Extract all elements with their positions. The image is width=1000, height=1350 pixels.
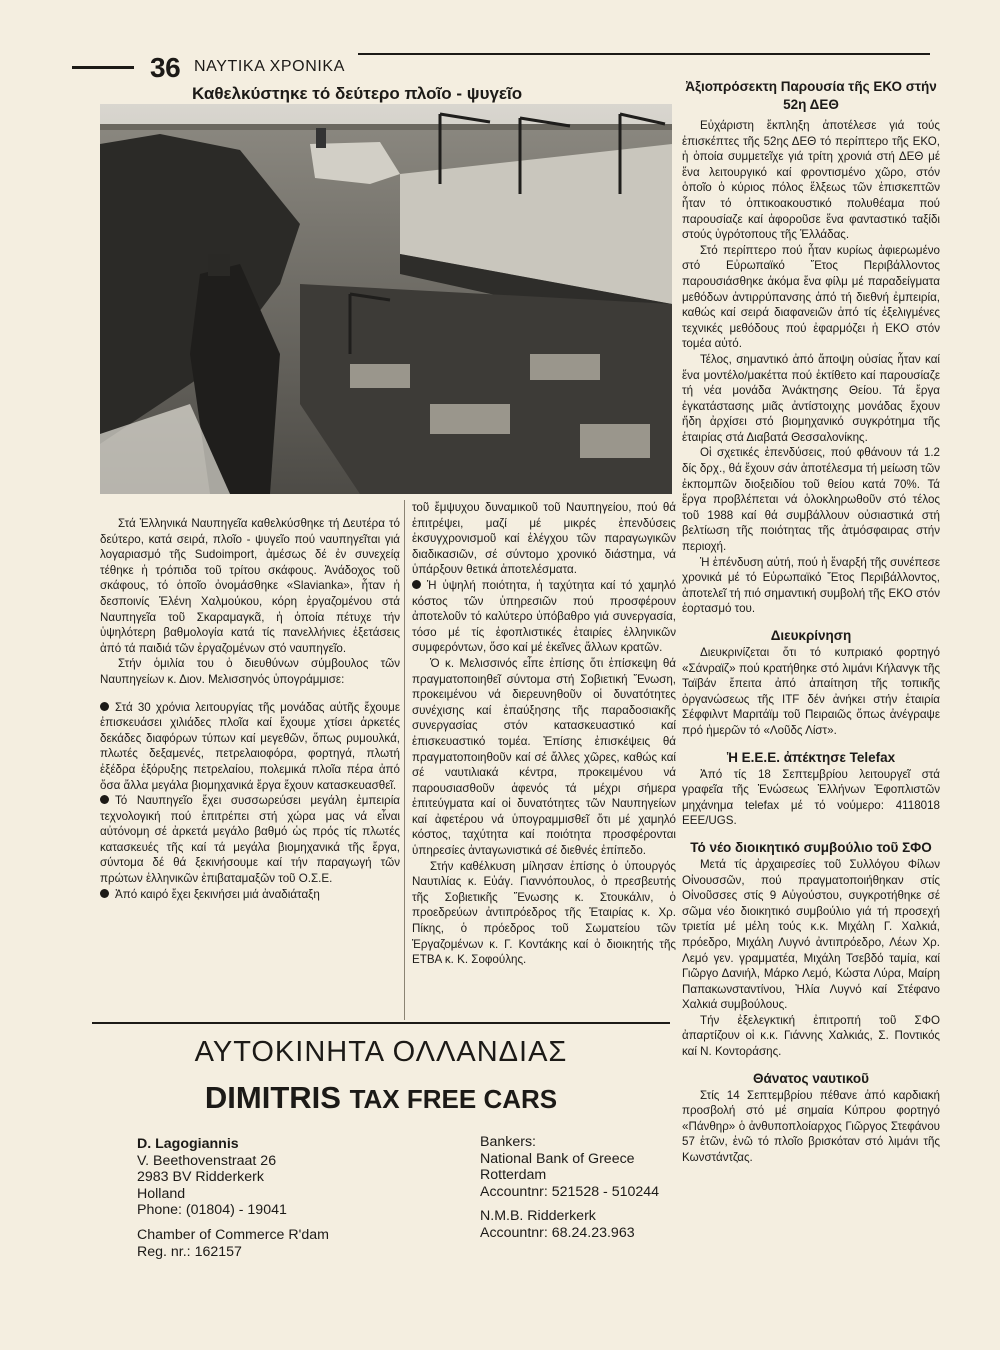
ad-brand-name: DIMITRIS	[204, 1080, 341, 1115]
car-dealer-advertisement	[92, 1022, 670, 1304]
ad-contact-line: Holland	[137, 1185, 186, 1202]
eko-paragraph: Τέλος, σημαντικό ἀπό ἄποψη οὐσίας ἦταν καί ἕνα μοντέλο/μακέττα πού ἐκτίθετο καί παρουσίαζε τή νέα μονάδα Ἀνάκτησης Θείου. Τά ἔργα ἐγκατάστασης μιᾶς ἀντίστοιχης μονάδας ἔχουν ἤδη ἀρχίσει στό βιομηχανικό συγκρότημα τῆς ἑταιρίας στά Διαβατά Θεσσαλονίκης.	[682, 352, 940, 444]
ad-bank-line: Rotterdam	[480, 1167, 547, 1184]
ad-bank-line: N.M.B. Ridderkerk	[480, 1208, 596, 1225]
page-number: 36	[150, 52, 181, 83]
article-paragraph: Στήν ὁμιλία του ὁ διευθύνων σύμβουλος τῶν Ναυπηγείων κ. Διον. Μελισσηνός ὑπογράμμισε:	[100, 657, 400, 686]
eko-paragraph: Εὐχάριστη ἔκπληξη ἀποτέλεσε γιά τούς ἐπισκέπτες τῆς 52ης ΔΕΘ τό περίπτερο τῆς ΕΚΟ, ἡ ὁποία συμμετεῖχε γιά τρίτη χρονιά στή ΔΕΘ μέ ἕνα λειτουργικό καί φροντισμένο χῶρο, στόν ὁποῖο ὁ κύριος πόλος ἕλξεως τῶν ἐπισκεπτῶν ἦταν τό ὀπτικοακουστικό πολυθέαμα πού παρουσίαζε καί ἀφοροῦσε ἕνα φανταστικό ταξίδι στούς ὑγρότοπους τῆς Ἑλλάδας.	[682, 119, 940, 242]
ad-bank-line: Accountnr: 68.24.23.963	[480, 1224, 635, 1241]
bullet-dot-icon	[100, 795, 109, 804]
article-paragraph: Ὁ κ. Μελισσινός εἶπε ἐπίσης ὅτι ἐπίσκεψη θά πραγματοποιηθεῖ σύντομα στή Σοβιετική Ἕνωση, προκειμένου νά διερευνηθοῦν οἱ δυνατότητες συνέχισης καί ἐπαύξησης τῆς παραδοσιακῆς συνεργασίας στόν κατασκευαστικό καί ἐπισκευαστικό τομέα. Ἐπίσης ἐπισκέψεις θά πραγματοποιηθοῦν καί σέ ἄλλες χῶρες, καθώς καί σέ ναυτιλιακά κέντρα, προκειμένου νά παρουσιασθοῦν ἀφενός τά μέχρι σήμερα ἐπιτεύγματα καί οἱ δυνατότητες τῶν Ναυπηγείων καί ἀφετέρου νά ὑπογραμμισθεῖ ὅτι μέ χαμηλό κόστος, ταχύτητα καί ποιότητα προσφέρονται ὑπηρεσίες ἀνταγωνιστικά σέ διεθνές ἐπίπεδο.	[412, 656, 676, 858]
ad-brand	[92, 1080, 670, 1116]
death-text: Στίς 14 Σεπτεμβρίου πέθανε ἀπό καρδιακή προσβολή στό μέ σημαία Κύπρου φορτηγό «Πάνθηρ» ὁ ἀνθυποπλοίαρχος Γιῶργος Στεφάνου 57 ἐτῶν, ἐνῶ τό πλοῖο βρισκόταν στό λιμάνι τῆς Κωνστάντζας.	[682, 1088, 940, 1165]
ad-contact-line: D. Lagogiannis	[137, 1136, 239, 1152]
article-bullet	[100, 793, 400, 887]
article-bullet	[100, 700, 400, 794]
article-paragraph: Στά Ἑλληνικά Ναυπηγεῖα καθελκύσθηκε τή Δευτέρα τό δεύτερο, κατά σειρά, πλοῖο - ψυγεῖο πού ναυπηγεῖται γιά λογαριασμό τῆς Sudoimport, ἀμέσως δέ ἐν συνεχείᾳ τέθηκε ἡ τρόπιδα τοῦ τρίτου σκάφους. Ἀνάδοχος τοῦ σκάφους, τό ὁποῖο ὀνομάσθηκε «Slavianka», ἦταν ἡ δεσποινίς Ἑλένη Χαλμούκου, κόρη ἐργαζομένου στά Ναυπηγεῖα τοῦ Σκαραμαγκᾶ, ἡ ὁποία πέτυχε τήν ὑψηλότερη βαθμολογία κατά τίς πανελλήνιες ἐξετάσεις ἀπό τά παιδιά τῶν ἐργαζομένων στό ναυπηγεῖο.	[100, 517, 400, 655]
ad-contact-block	[137, 1136, 329, 1260]
bullet-text: Στά 30 χρόνια λειτουργίας τῆς μονάδας αὐτῆς ἔχουμε ἐπισκευάσει χιλιάδες πλοῖα καί ἔχουμε χτίσει ἀρκετές δεκάδες διαφόρων τύπων καί μεγεθῶν, ὅπως ρυμουλκά, πλωτές δεξαμενές, πετρελαιοφόρα, φορτηγά, πλωτή ἐξέδρα ἐξόρυξης πετρελαίου, πολεμικά πλοῖα πέρα ἀπό ὅσα ἄλλα μεγάλα βιομηχανικά ἔργα ἔχουν κατασκευασθεῖ.	[100, 700, 400, 792]
bullet-dot-icon	[100, 702, 109, 711]
eko-paragraph: Ἡ ἐπένδυση αὐτή, πού ἡ ἔναρξή τῆς συνέπεσε χρονικά μέ τό Εὐρωπαϊκό Ἔτος Περιβάλλοντος, ἀποτελεῖ τή πιό σημαντική συμβολή τῆς ΕΚΟ στόν ἑορτασμό του.	[682, 555, 940, 616]
eko-paragraph: Οἱ σχετικές ἐπενδύσεις, πού φθάνουν τά 1.2 δίς δρχ., θά ἔχουν σάν ἀποτέλεσμα τή μείωση τῶν ἐκπομπῶν διοξειδίου τοῦ θείου κατά 70%. Τά ἔργα προβλέπεται νά ὁλοκληρωθοῦν στό τέλος τοῦ 1988 καί θά συμβάλλουν οὐσιαστικά στή βελτίωση τῆς ποιότητας τῆς ἀτμόσφαιρας στήν περιοχή.	[682, 446, 940, 554]
clarification-title: Διευκρίνηση	[770, 628, 852, 643]
magazine-name: ΝΑΥΤΙΚΑ ΧΡΟΝΙΚΑ	[194, 58, 345, 75]
main-headline: Καθελκύστηκε τό δεύτερο πλοῖο - ψυγεῖο	[192, 84, 523, 103]
ad-bank-line: National Bank of Greece	[480, 1150, 635, 1167]
shipyard-photo	[100, 104, 672, 494]
header-rule-right	[358, 53, 930, 55]
article-paragraph: τοῦ ἔμψυχου δυναμικοῦ τοῦ Ναυπηγείου, πού θά ἐπιτρέψει, μαζί μέ μικρές ἐπενδύσεις ἐκσυγχρονισμοῦ καί ἐλέγχου τῶν παραγωγικῶν διαδικασιῶν, σέ σύντομο χρονικό διάστημα, νά ὑπάρξουν θετικά ἀποτελέσματα.	[412, 501, 676, 577]
ad-bank-block	[480, 1134, 659, 1242]
bullet-dot-icon	[412, 580, 421, 589]
bullet-text: Τό Ναυπηγεῖο ἔχει συσσωρεύσει μεγάλη ἐμπειρία τεχνολογική πού ἐπιτρέπει στή χώρα μας νά εἶναι αὐτόνομη σέ ἀρκετά μεγάλο βαθμό ὡς πρός τίς πλωτές κατασκευές τῆς καί τά μεγάλα βιομηχανικά τῆς ἔργα, σύντομα δέ θά ξεκινήσουμε καί τήν παραγωγή τῶν πρώτων ἑλληνικῶν ἐπιβαταμαξῶν τοῦ Ο.Σ.Ε.	[100, 794, 400, 886]
shipyard-photo-illustration	[100, 104, 672, 494]
death-title: Θάνατος ναυτικοῦ	[753, 1070, 869, 1086]
article-column-2	[412, 500, 676, 968]
article-column-1	[100, 516, 400, 902]
bullet-text: Ἡ ὑψηλή ποιότητα, ἡ ταχύτητα καί τό χαμηλό κόστος τῶν ὑπηρεσιῶν πού προσφέρουν ἀποτελοῦν τό καλύτερο ὑπόβαθρο γιά συνεργασία, τόσο μέ τίς ἐφοπλιστικές ἑταιρίες ἑλληνικῶν συμφερόντων, ὅσο καί μέ ἐκεῖνες ἄλλων κρατῶν.	[412, 578, 676, 655]
column-divider	[404, 500, 405, 1020]
ad-contact-line: Reg. nr.: 162157	[137, 1243, 242, 1260]
sfo-paragraph: Μετά τίς ἀρχαιρεσίες τοῦ Συλλόγου Φίλων Οἰνουσσῶν, πού πραγματοποιήθηκαν στίς Οἰνοῦσσες στίς 9 Αὐγούστου, συγκροτήθηκε σέ σῶμα νέο διοικητικό συμβούλιο γιά τή προσεχή τριετία μέ μέλη τούς κ.κ. Μιχάλη Γ. Χαλκιά, πρόεδρο, Μιχάλη Λυγνό ἀντιπρόεδρο, Λέων Χρ. Λεμό γεν. γραμματέα, Μιχάλη Τσεβδό ταμία, καί Γιῶργο Δανιήλ, Μάρκο Λεμό, Κώστα Λύρα, Μαίρη Παπακωνσταντίνου, Ἠλία Λυγνό καί Στέφανο Χαλκιά συμβούλους.	[682, 857, 940, 1012]
ad-contact-line: V. Beethovenstraat 26	[137, 1152, 277, 1169]
ad-bank-line: Bankers:	[480, 1134, 536, 1150]
ad-title: ΑΥΤΟΚΙΝΗΤΑ ΟΛΛΑΝΔΙΑΣ	[194, 1036, 568, 1068]
ad-brand-tail: TAX FREE CARS	[349, 1084, 558, 1114]
ad-contact-line: 2983 BV Ridderkerk	[137, 1169, 264, 1186]
ad-contact-line: Chamber of Commerce R'dam	[137, 1226, 329, 1243]
sfo-title: Τό νέο διοικητικό συμβούλιο τοῦ ΣΦΟ	[690, 839, 932, 855]
eko-title: Ἀξιοπρόσεκτη Παρουσία τῆς ΕΚΟ στήν 52η ΔΕΘ	[685, 79, 937, 112]
bullet-dot-icon	[100, 889, 109, 898]
eko-paragraph: Στό περίπτερο πού ἦταν κυρίως ἀφιερωμένο στό Εὐρωπαϊκό Ἔτος Περιβάλλοντος παρουσιάσθηκε ἀκόμα ἕνα φίλμ μέ παραδείγματα μεθόδων ἀντιρρύπανσης ἀπό τή διεθνή ἐμπειρία, καθώς καί σειρά διαφανειῶν ἀπό τίς ἐξελιγμένες τεχνικές μεθόδους πού ἐφαρμόζει ἡ ΕΚΟ στόν τομέα αὐτό.	[682, 243, 940, 351]
sidebar-column	[682, 79, 940, 1166]
bullet-text: Ἀπό καιρό ἔχει ξεκινήσει μιά ἀναδιάταξη	[115, 887, 320, 901]
telefax-title: Ἡ Ε.Ε.Ε. ἀπέκτησε Telefax	[726, 749, 896, 765]
article-bullet	[100, 887, 400, 903]
header-rule-left	[72, 66, 134, 69]
ad-contact-line: Phone: (01804) - 19041	[137, 1202, 287, 1219]
sfo-paragraph: Τήν ἐξελεγκτική ἐπιτροπή τοῦ ΣΦΟ ἀπαρτίζουν οἱ κ.κ. Γιάννης Χαλκιάς, Σ. Ποντικός καί Ν. Κοντοράσης.	[682, 1013, 940, 1059]
clarification-text: Διευκρινίζεται ὅτι τό κυπριακό φορτηγό «Σάνραϊζ» πού κρατήθηκε στό λιμάνι Κήλανγκ τῆς Ταϊβάν ἔπειτα ἀπό ἀπαίτηση τῆς τοπικῆς ὀργανώσεως τῆς ITF δέν ἀνήκει στήν ἑταιρία Σέφφιλντ Μαριτάϊμ τοῦ Πειραιῶς ὅπως ἀνέγραψε πρό ἡμερῶν τό «Λοῦδς Λίστ».	[682, 646, 940, 737]
telefax-text: Ἀπό τίς 18 Σεπτεμβρίου λειτουργεῖ στά γραφεῖα τῆς Ἑνώσεως Ἑλλήνων Ἐφοπλιστῶν μηχάνημα telefax μέ τό νούμερο: 4118018 EEE/UGS.	[682, 767, 940, 828]
article-paragraph: Στήν καθέλκυση μίλησαν ἐπίσης ὁ ὑπουργός Ναυτιλίας κ. Εὐάγ. Γιαννόπουλος, ὁ πρεσβευτής τῆς Σοβιετικῆς Ἕνωσης κ. Στουκάλιν, ὁ προεδρεύων ἀντιπρόεδρος τῆς Ἑταιρίας κ. Χρ. Πίκης, ὁ πρόεδρος τοῦ Σωματείου τῶν Ἐργαζομένων κ. Γ. Κοντάκης καί ὁ διοικητής τῆς ΕΤΒΑ κ. Κ. Σοφούλης.	[412, 859, 676, 967]
ad-bank-line: Accountnr: 521528 - 510244	[480, 1183, 660, 1200]
article-bullet	[412, 578, 676, 656]
